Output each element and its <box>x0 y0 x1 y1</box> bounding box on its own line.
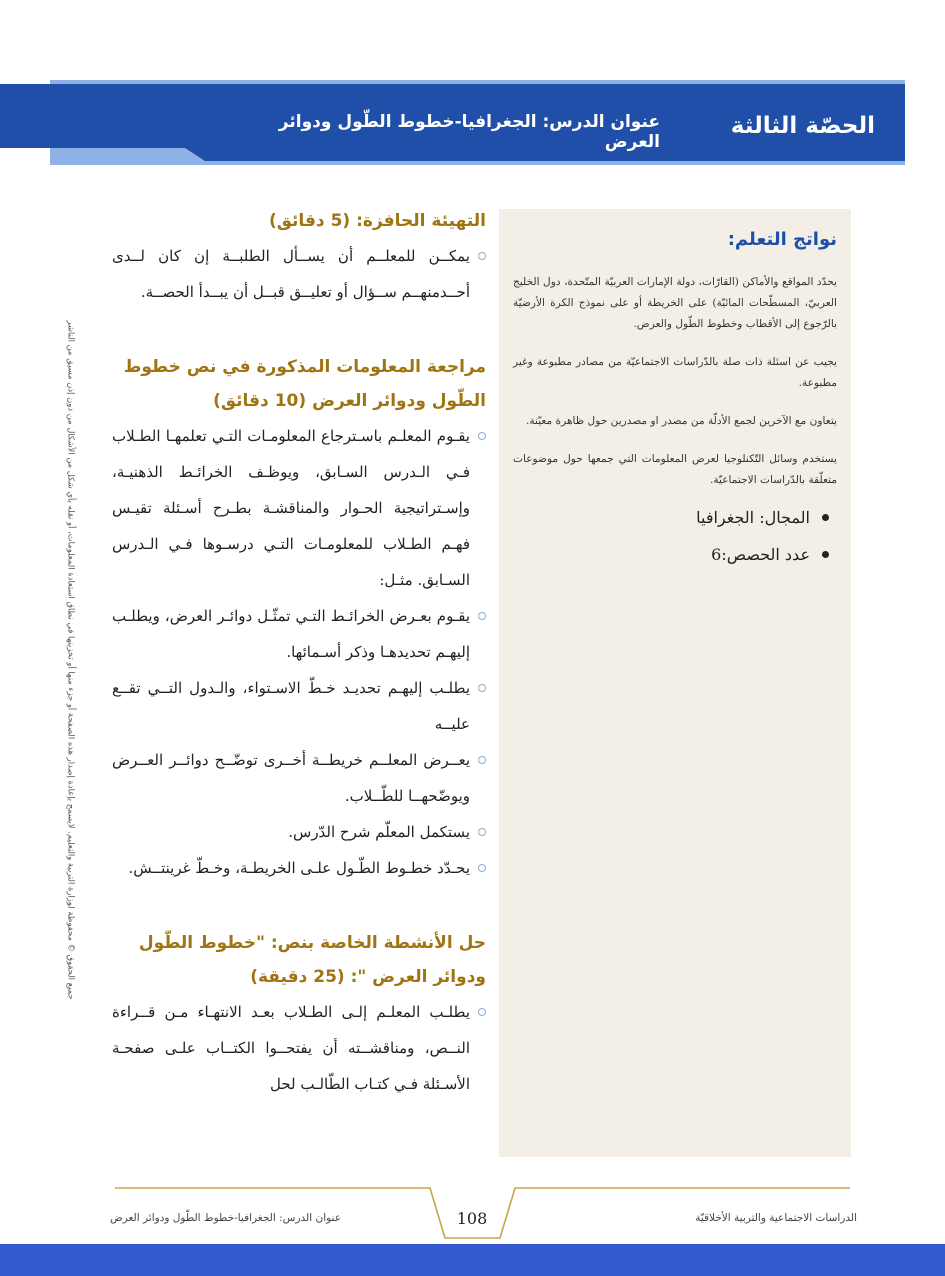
item-text: يقـوم المعلـم باسـترجاع المعلومـات التـي تعلمهـا الطـلاب فـي الـدرس السـابق، ويوظـف الخرائـط الذهنيـة، وإسـتراتيجية الحـوار والمناقشـة بطـرح أسـئلة تقيـس فهـم الطـلاب للمعلومـات التـي درسـوها فـي الـدرس السـابق. مثـل: <box>112 427 470 589</box>
section-duration: (10 دقائق) <box>213 391 307 411</box>
item-text: يمكــن للمعلــم أن يســأل الطلبــة إن كان لــدى أحــدمنهــم ســؤال أو تعليــق قبــل أن يبــدأ الحصــة. <box>112 247 470 301</box>
ring-bullet-icon <box>478 684 486 692</box>
lesson-title: عنوان الدرس: الجغرافيا-خطوط الطّول ودوائر العرض <box>278 112 660 152</box>
section-heading-warmup <box>112 204 486 238</box>
item-text: يطلـب إليهـم تحديـد خـطّ الاسـتواء، والـدول التــي تقــع عليــه <box>112 679 470 733</box>
ring-bullet-icon <box>478 828 486 836</box>
list-item <box>112 670 486 742</box>
copyright-text: جميع الحقوق © محفوظة لوزارة التربية والتعليم. لايسمح بإعادة إصدار هذه الصفحة أو جزء منها أو تخزينها في نطاق استعادة المعلومات، أو نقله بأي شكل من الأشكال من دون إذن مسبق من الناشر <box>66 320 77 1000</box>
section-duration: (25 دقيقة) <box>250 967 345 987</box>
footer-subject: الدراسات الاجتماعية والتربية الأخلاقيّة <box>695 1212 857 1224</box>
outcome-item: يستخدم وسائل التّكنلوجيا لعرض المعلومات التي جمعها حول موضوعات متعلّقة بالدّراسات الاجتماعيّة. <box>513 453 837 486</box>
item-text: يطلـب المعلـم إلـى الطـلاب بعـد الانتهـاء مـن قــراءة النــص، ومناقشــته أن يفتحــوا الكتــاب علـى صفحـة الأسـئلة فـي كتـاب الطّالـب لحل <box>112 1003 470 1093</box>
bullet-dot-icon <box>822 514 829 521</box>
list-item <box>112 418 486 598</box>
page-number: 108 <box>456 1209 488 1228</box>
footer-lesson-title: عنوان الدرس: الجغرافيا-خطوط الطّول ودوائر العرض <box>110 1212 341 1224</box>
item-text: يعــرض المعلــم خريطــة أخــرى توضّــح دوائــر العــرض ويوضّحهــا للطّــلاب. <box>112 751 470 805</box>
learning-outcomes-panel <box>499 209 851 1157</box>
list-item <box>112 814 486 850</box>
panel-bullet-list <box>513 508 837 564</box>
ring-bullet-icon <box>478 864 486 872</box>
section-heading-activities <box>112 926 486 994</box>
list-item <box>112 994 486 1102</box>
domain-text: المجال: الجغرافيا <box>696 508 810 527</box>
ring-bullet-icon <box>478 1008 486 1016</box>
main-content <box>112 204 486 1102</box>
list-item <box>112 238 486 310</box>
panel-title: نواتج التعلم: <box>727 229 837 250</box>
footer-decoration <box>0 1180 945 1276</box>
item-text: يحـدّد خطـوط الطّـول علـى الخريطـة، وخـطّ غرينتــش. <box>128 859 470 877</box>
copyright-side-notice <box>62 300 82 1020</box>
ring-bullet-icon <box>478 756 486 764</box>
section-duration: (5 دقائق) <box>268 211 351 231</box>
item-text: يقـوم بعـرض الخرائـط التـي تمثّـل دوائـر العرض، ويطلـب إليهـم تحديدهـا وذكر أسـمائها. <box>112 607 470 661</box>
section-title: حل الأنشطة الخاصة بنص: "خطوط الطّول ودوائر العرض ": <box>138 933 486 987</box>
section-label: الحصّة الثالثة <box>730 113 875 139</box>
bullet-dot-icon <box>822 551 829 558</box>
section-title: مراجعة المعلومات المذكورة في نص خطوط الطّول ودوائر العرض <box>123 357 486 411</box>
list-item <box>112 742 486 814</box>
sessions-bullet <box>513 545 829 564</box>
item-text: يستكمل المعلّم شرح الدّرس. <box>288 823 470 841</box>
list-item <box>112 850 486 886</box>
ring-bullet-icon <box>478 432 486 440</box>
domain-bullet <box>513 508 829 527</box>
sessions-text: عدد الحصص:6 <box>711 545 810 564</box>
section-heading-review <box>112 350 486 418</box>
section-title: التهيئة الحافزة: <box>356 211 486 231</box>
outcome-item: يحدّد المواقع والأماكن (القارّات، دولة الإمارات العربيّة المتّحدة، دول الخليج العربيّ، المسطّحات المائيّة) على الخريطة أو على نموذج الكرة الأرضيّة بالرّجوع إلى الأقطاب وخطوط الطّول والعرض. <box>513 276 837 330</box>
footer-blue-texture <box>0 1244 945 1276</box>
list-item <box>112 598 486 670</box>
ring-bullet-icon <box>478 252 486 260</box>
outcome-item: يتعاون مع الآخرين لجمع الأدلّة من مصدر او مصدرين حول ظاهرة معيّنة. <box>525 415 837 427</box>
outcome-item: يجيب عن اسئلة ذات صلة بالدّراسات الاجتماعيّة من مصادر مطبوعة وغير مطبوعة. <box>513 356 837 389</box>
ring-bullet-icon <box>478 612 486 620</box>
